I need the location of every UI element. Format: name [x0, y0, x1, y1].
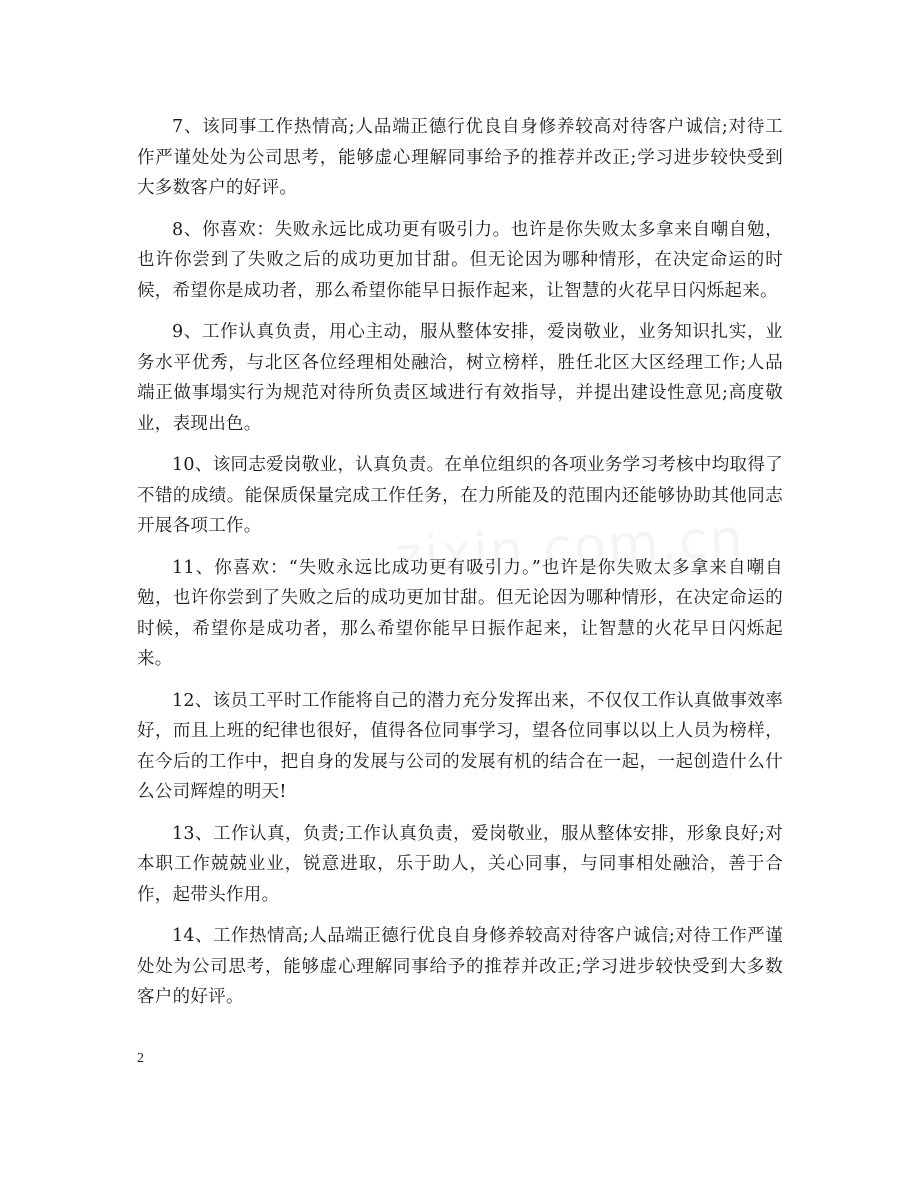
document-body — [137, 112, 783, 1024]
paragraph-11: 11、你喜欢：“失败永远比成功更有吸引力。”也许是你失败太多拿来自嘲自勉，也许你尝到了失败之后的成功更加甘甜。但无论因为哪种情形，在决定命运的时候，希望你是成功者，那么希望你能早日振作起来，让智慧的火花早日闪烁起来。 — [137, 557, 783, 669]
paragraph-9: 9、工作认真负责，用心主动，服从整体安排，爱岗敬业，业务知识扎实，业务水平优秀，与北区各位经理相处融洽，树立榜样，胜任北区大区经理工作;人品端正做事塌实行为规范对待所负责区域进行有效指导，并提出建设性意见;高度敬业，表现出色。 — [137, 322, 783, 434]
paragraph-14: 14、工作热情高;人品端正德行优良自身修养较高对待客户诚信;对待工作严谨处处为公司思考，能够虚心理解同事给予的推荐并改正;学习进步较快受到大多数客户的好评。 — [137, 926, 783, 1007]
page-number: 2 — [137, 1051, 144, 1066]
paragraph-8: 8、你喜欢：失败永远比成功更有吸引力。也许是你失败太多拿来自嘲自勉，也许你尝到了失败之后的成功更加甘甜。但无论因为哪种情形，在决定命运的时候，希望你是成功者，那么希望你能早日振作起来，让智慧的火花早日闪烁起来。 — [137, 219, 783, 301]
paragraph-7: 7、该同事工作热情高;人品端正德行优良自身修养较高对待客户诚信;对待工作严谨处处为公司思考，能够虚心理解同事给予的推荐并改正;学习进步较快受到大多数客户的好评。 — [137, 117, 783, 198]
paragraph-12: 12、该员工平时工作能将自己的潜力充分发挥出来，不仅仅工作认真做事效率好，而且上班的纪律也很好，值得各位同事学习，望各位同事以以上人员为榜样，在今后的工作中，把自身的发展与公司的发展有机的结合在一起，一起创造什么什么公司辉煌的明天! — [137, 690, 783, 802]
paragraph-10: 10、该同志爱岗敬业，认真负责。在单位组织的各项业务学习考核中均取得了不错的成绩。能保质保量完成工作任务，在力所能及的范围内还能够协助其他同志开展各项工作。 — [137, 455, 783, 536]
paragraph-13: 13、工作认真，负责;工作认真负责，爱岗敬业，服从整体安排，形象良好;对本职工作兢兢业业，锐意进取，乐于助人，关心同事，与同事相处融洽，善于合作，起带头作用。 — [137, 823, 783, 905]
